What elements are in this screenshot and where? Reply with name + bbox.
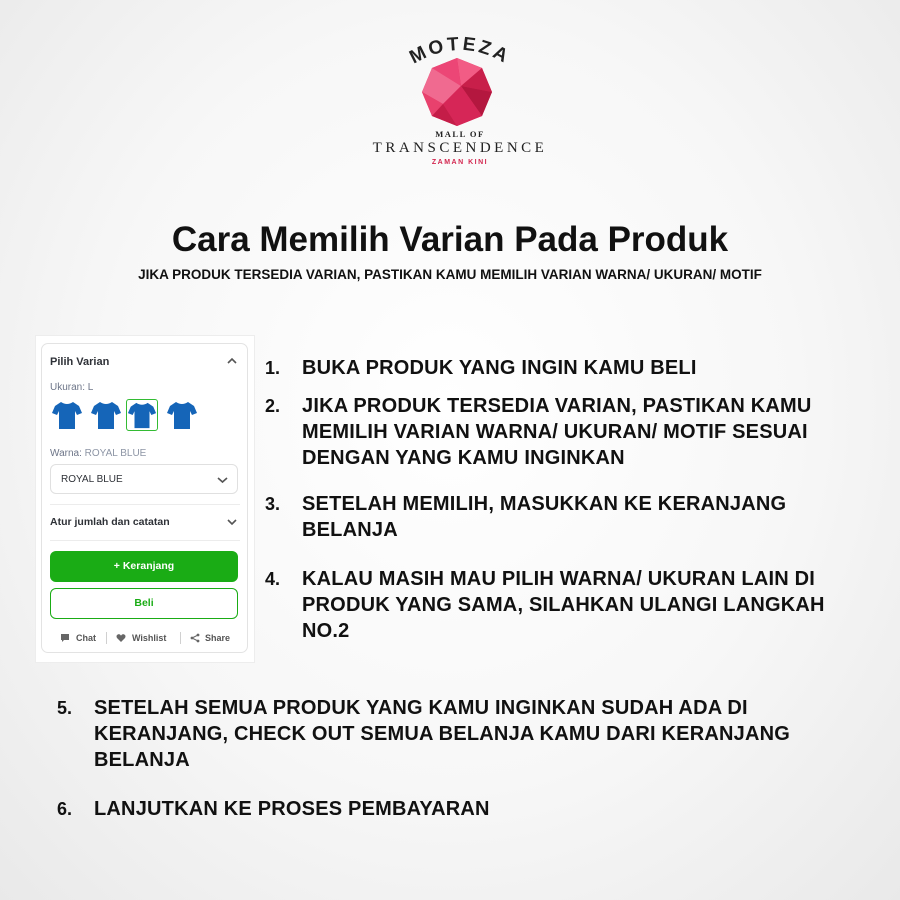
separator — [180, 632, 181, 644]
step-text — [302, 393, 812, 471]
page-subtitle: JIKA PRODUK TERSEDIA VARIAN, PASTIKAN KAMU MEMILIH VARIAN WARNA/ UKURAN/ MOTIF — [138, 267, 762, 282]
step-text — [302, 491, 786, 543]
chat-button[interactable] — [60, 631, 110, 645]
step-number: 6. — [57, 799, 73, 819]
shirt-variant-2-icon[interactable] — [90, 399, 122, 431]
brand-name: MOTEZA — [406, 36, 514, 69]
step-number: 4. — [265, 569, 281, 589]
action-bar — [50, 631, 240, 645]
wishlist-button[interactable] — [116, 631, 178, 645]
step-line: BELANJA — [94, 749, 190, 771]
step-line: KERANJANG, CHECK OUT SEMUA BELANJA KAMU DARI KERANJANG — [94, 723, 791, 745]
divider — [50, 540, 240, 541]
color-select[interactable] — [50, 464, 238, 494]
divider — [50, 504, 240, 505]
chat-icon — [60, 633, 70, 643]
step-line: MEMILIH VARIAN WARNA/ UKURAN/ MOTIF SESUAI — [302, 421, 808, 443]
step-line: BELANJA — [302, 519, 398, 541]
shirt-variant-1-icon[interactable] — [51, 399, 83, 431]
separator — [106, 632, 107, 644]
step-line: BUKA PRODUK YANG INGIN KAMU BELI — [302, 357, 697, 379]
color-value: ROYAL BLUE — [84, 448, 147, 459]
step-line: PRODUK YANG SAMA, SILAHKAN ULANGI LANGKAH — [302, 594, 825, 616]
wishlist-label: Wishlist — [132, 633, 167, 643]
shirt-variant-3-selected-icon[interactable] — [126, 399, 158, 431]
step-number: 5. — [57, 698, 73, 718]
step-line: DENGAN YANG KAMU INGINKAN — [302, 447, 625, 469]
notes-section-label[interactable]: Atur jumlah dan catatan — [50, 516, 170, 528]
share-icon — [190, 633, 200, 643]
chevron-up-icon[interactable] — [227, 357, 237, 365]
heart-icon — [116, 633, 126, 643]
step-line: SETELAH SEMUA PRODUK YANG KAMU INGINKAN SUDAH ADA DI — [94, 697, 748, 719]
brand-logo — [360, 36, 560, 171]
gem-icon — [421, 56, 493, 128]
panel-title: Pilih Varian — [50, 356, 110, 368]
brand-line2: TRANSCENDENCE — [372, 140, 548, 156]
color-label-row — [50, 448, 146, 459]
step-text — [302, 355, 697, 381]
chat-label: Chat — [76, 633, 96, 643]
step-line: KALAU MASIH MAU PILIH WARNA/ UKURAN LAIN DI — [302, 568, 816, 590]
chevron-down-icon — [217, 476, 228, 484]
share-button[interactable] — [190, 631, 240, 645]
brand-line3: ZAMAN KINI — [431, 159, 489, 166]
step-line: SETELAH MEMILIH, MASUKKAN KE KERANJANG — [302, 493, 787, 515]
step-text — [94, 695, 790, 773]
step-number: 2. — [265, 396, 281, 416]
color-label: Warna: — [50, 448, 82, 459]
step-text — [302, 566, 825, 644]
size-label: Ukuran: L — [50, 382, 94, 393]
color-select-value: ROYAL BLUE — [61, 474, 123, 485]
step-line: NO.2 — [302, 620, 350, 642]
share-label: Share — [205, 633, 231, 643]
step-line: LANJUTKAN KE PROSES PEMBAYARAN — [94, 798, 490, 820]
step-line: JIKA PRODUK TERSEDIA VARIAN, PASTIKAN KAMU — [302, 395, 812, 417]
step-number: 3. — [265, 494, 281, 514]
variant-panel — [41, 343, 248, 653]
add-to-cart-button[interactable]: + Keranjang — [50, 551, 238, 582]
chevron-down-icon[interactable] — [227, 519, 237, 526]
shirt-variant-4-icon[interactable] — [166, 399, 198, 431]
step-number: 1. — [265, 358, 281, 378]
brand-line1: MALL OF — [435, 129, 485, 139]
buy-button[interactable]: Beli — [50, 588, 238, 619]
page-title: Cara Memilih Varian Pada Produk — [171, 220, 729, 259]
step-text — [94, 796, 490, 822]
variant-panel-screenshot — [36, 336, 254, 662]
